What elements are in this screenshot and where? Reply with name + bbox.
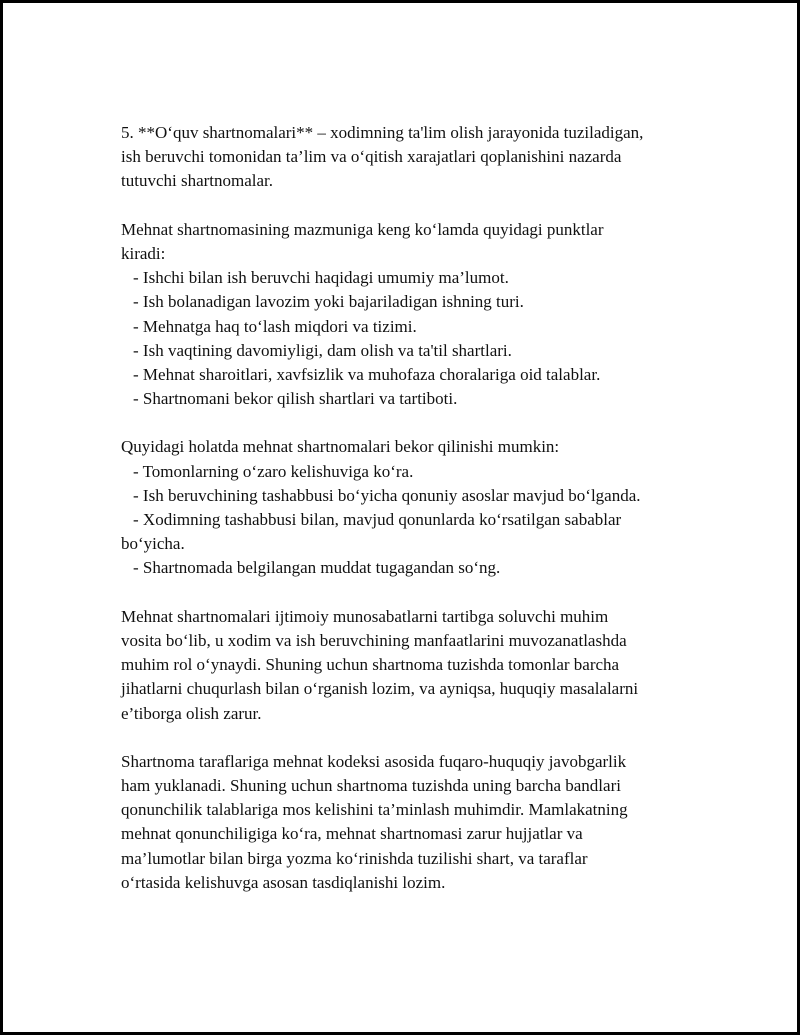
list-item: - Mehnatga haq to‘lash miqdori va tizimi. [133, 316, 417, 336]
text-line: muhim rol o‘ynaydi. Shuning uchun shartnoma tuzishda tomonlar barcha [121, 655, 620, 675]
text-line: ham yuklanadi. Shuning uchun shartnoma tuzishda uning barcha bandlari [121, 776, 621, 796]
section-mazmun [121, 218, 701, 412]
text-line: jihatlarni chuqurlash bilan o‘rganish lozim, va ayniqsa, huquqiy masalalarni [121, 679, 639, 699]
list-item: - Ish beruvchining tashabbusi bo‘yicha qonuniy asoslar mavjud bo‘lganda. [133, 485, 641, 505]
paragraph-spacer [121, 581, 701, 605]
text-line: 5. **O‘quv shartnomalari** – xodimning ta'lim olish jarayonida tuziladigan, [121, 123, 644, 142]
list-item: - Tomonlarning o‘zaro kelishuviga ko‘ra. [133, 461, 414, 481]
text-line: o‘rtasida kelishuvga asosan tasdiqlanishi lozim. [121, 872, 446, 892]
list-item-continuation: bo‘yicha. [121, 534, 185, 554]
text-line: mehnat qonunchiligiga ko‘ra, mehnat shartnomasi zarur hujjatlar va [121, 824, 583, 844]
document-body [121, 121, 701, 895]
text-line: Shartnoma taraflariga mehnat kodeksi asosida fuqaro-huquqiy javobgarlik [121, 751, 627, 771]
paragraph-oquv-shartnomalari [121, 121, 701, 194]
paragraph-javobgarlik [121, 750, 701, 895]
text-line: kiradi: [121, 243, 166, 263]
paragraph-spacer [121, 194, 701, 218]
list-item: - Mehnat sharoitlari, xavfsizlik va muhofaza choralariga oid talablar. [133, 364, 601, 384]
paragraph-vosita [121, 605, 701, 726]
text-line: Mehnat shartnomasining mazmuniga keng ko‘lamda quyidagi punktlar [121, 219, 604, 239]
text-line: e’tiborga olish zarur. [121, 703, 262, 723]
list-item: - Shartnomada belgilangan muddat tugagandan so‘ng. [133, 558, 501, 578]
text-line: ish beruvchi tomonidan ta’lim va o‘qitish xarajatlari qoplanishini nazarda [121, 147, 622, 167]
list-item: - Xodimning tashabbusi bilan, mavjud qonunlarda ko‘rsatilgan sabablar [133, 510, 622, 529]
list-item: - Ishchi bilan ish beruvchi haqidagi umumiy ma’lumot. [133, 268, 509, 288]
text-line: qonunchilik talablariga mos kelishini ta’minlash muhimdir. Mamlakatning [121, 800, 628, 820]
text-line: Quyidagi holatda mehnat shartnomalari bekor qilinishi mumkin: [121, 437, 560, 457]
section-bekor-qilish [121, 435, 701, 580]
paragraph-spacer [121, 411, 701, 435]
list-item: - Shartnomani bekor qilish shartlari va tartiboti. [133, 389, 458, 409]
text-line: vosita bo‘lib, u xodim va ish beruvchining manfaatlarini muvozanatlashda [121, 630, 627, 650]
list-item: - Ish bolanadigan lavozim yoki bajariladigan ishning turi. [133, 292, 524, 312]
list-item: - Ish vaqtining davomiyligi, dam olish va ta'til shartlari. [133, 340, 512, 360]
paragraph-spacer [121, 726, 701, 750]
text-line: tutuvchi shartnomalar. [121, 171, 274, 191]
text-line: Mehnat shartnomalari ijtimoiy munosabatlarni tartibga soluvchi muhim [121, 606, 609, 626]
text-line: ma’lumotlar bilan birga yozma ko‘rinishda tuzilishi shart, va taraflar [121, 848, 588, 868]
